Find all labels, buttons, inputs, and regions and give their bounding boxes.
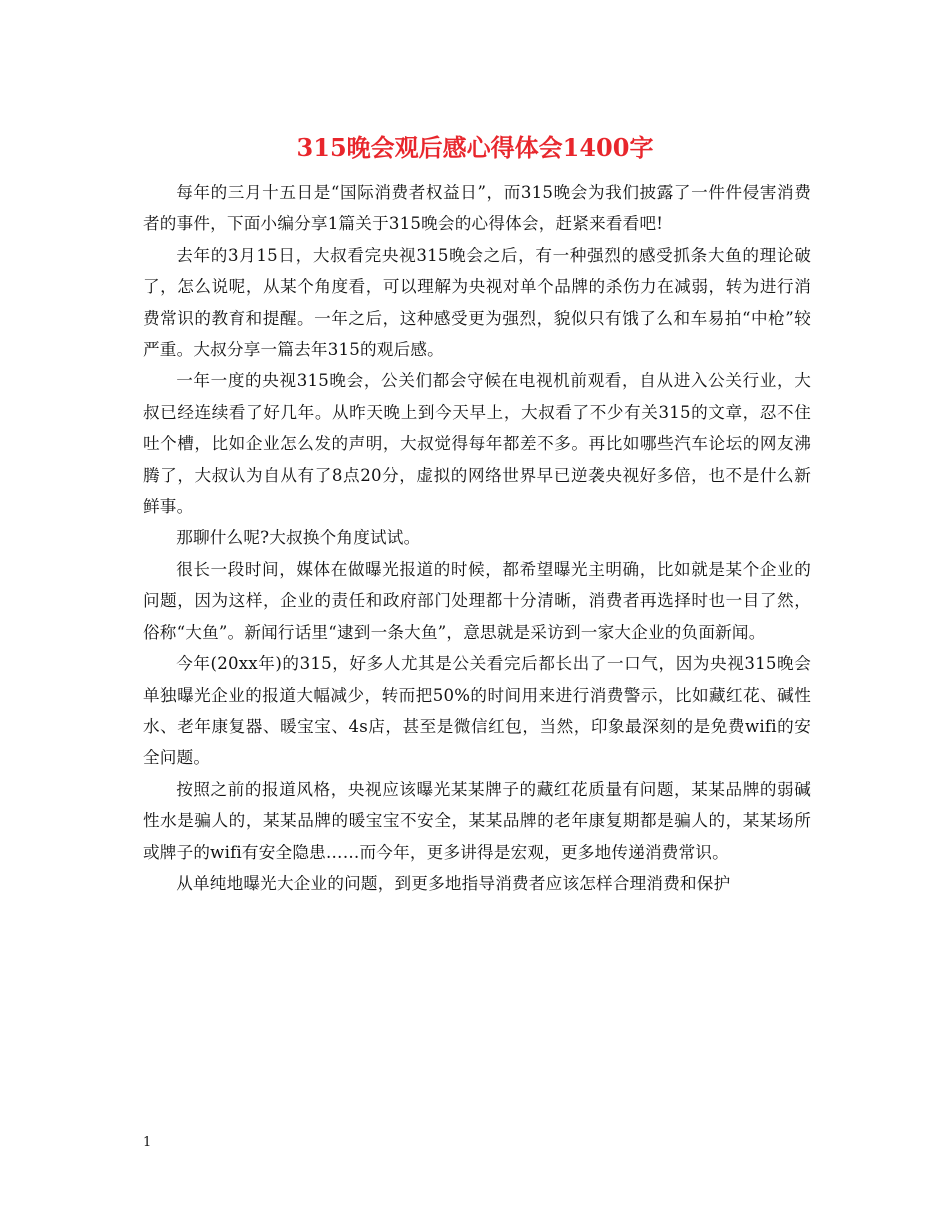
document-body [143,177,811,899]
paragraph-3: 一年一度的央视315晚会，公关们都会守候在电视机前观看，自从进入公关行业，大叔已经连续看了好几年。从昨天晚上到今天早上，大叔看了不少有关315的文章，忍不住吐个槽，比如企业怎么发的声明，大叔觉得每年都差不多。再比如哪些汽车论坛的网友沸腾了，大叔认为自从有了8点20分，虚拟的网络世界早已逆袭央视好多倍，也不是什么新鲜事。 [143,371,811,517]
paragraph-1: 每年的三月十五日是“国际消费者权益日”，而315晚会为我们披露了一件件侵害消费者的事件，下面小编分享1篇关于315晚会的心得体会，赶紧来看看吧! [143,183,811,234]
paragraph-7: 按照之前的报道风格，央视应该曝光某某牌子的藏红花质量有问题，某某品牌的弱碱性水是骗人的，某某品牌的暖宝宝不安全，某某品牌的老年康复期都是骗人的，某某场所或牌子的wifi有安全隐患……而今年，更多讲得是宏观，更多地传递消费常识。 [143,779,811,862]
paragraph-5: 很长一段时间，媒体在做曝光报道的时候，都希望曝光主明确，比如就是某个企业的问题，因为这样，企业的责任和政府部门处理都十分清晰，消费者再选择时也一目了然，俗称“大鱼”。新闻行话里“逮到一条大鱼”，意思就是采访到一家大企业的负面新闻。 [143,559,811,642]
paragraph-2: 去年的3月15日，大叔看完央视315晚会之后，有一种强烈的感受抓条大鱼的理论破了，怎么说呢，从某个角度看，可以理解为央视对单个品牌的杀伤力在减弱，转为进行消费常识的教育和提醒。一年之后，这种感受更为强烈，貌似只有饿了么和车易拍“中枪”较严重。大叔分享一篇去年315的观后感。 [143,245,811,360]
page-number: 1 [143,1135,152,1150]
document-title: 315晚会观后感心得体会1400字 [296,133,654,162]
paragraph-4: 那聊什么呢?大叔换个角度试试。 [176,528,421,548]
paragraph-8: 从单纯地曝光大企业的问题，到更多地指导消费者应该怎样合理消费和保护 [176,873,731,893]
paragraph-6: 今年(20xx年)的315，好多人尤其是公关看完后都长出了一口气，因为央视315晚会单独曝光企业的报道大幅减少，转而把50%的时间用来进行消费警示，比如藏红花、碱性水、老年康复器、暖宝宝、4s店，甚至是微信红包，当然，印象最深刻的是免费wifi的安全问题。 [143,654,811,768]
